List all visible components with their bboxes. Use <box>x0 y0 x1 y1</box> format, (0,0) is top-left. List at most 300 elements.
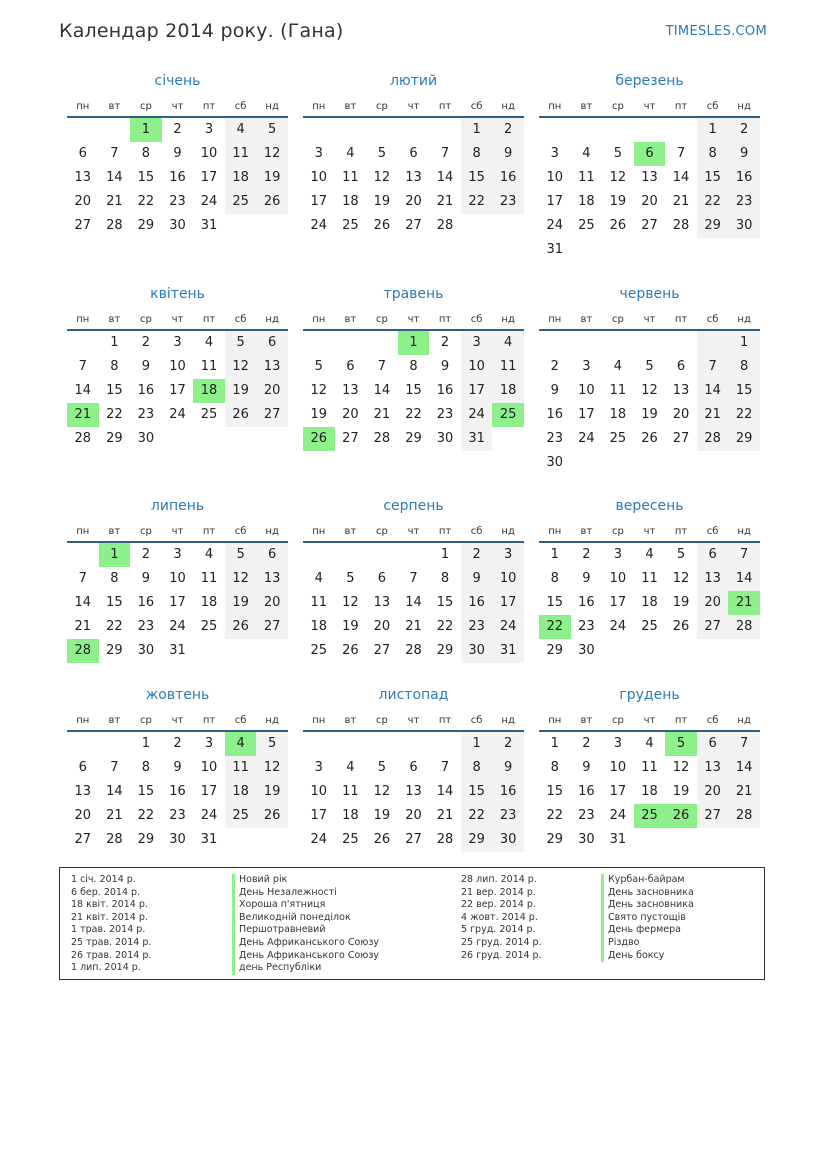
day-cell: 14 <box>436 170 454 185</box>
empty-cell <box>665 238 697 262</box>
day-cell: 26 <box>609 218 627 233</box>
day-cell: 5 <box>314 359 323 374</box>
day-cell: 22 <box>137 194 155 209</box>
holiday-legend <box>59 867 765 980</box>
day-cell: 20 <box>256 379 288 403</box>
day-cell: 16 <box>578 595 595 610</box>
weekday-header: вт <box>335 98 367 118</box>
empty-cell <box>492 214 524 238</box>
day-cell: 23 <box>492 190 524 214</box>
day-cell: 5 <box>377 760 387 775</box>
weekday-header: чт <box>398 712 430 732</box>
legend-date: 25 трав. 2014 р. <box>71 936 152 948</box>
weekday-header: пн <box>303 98 335 118</box>
day-cell: 26 <box>373 218 391 233</box>
weekday-header: пт <box>429 523 461 543</box>
weekday-header: пт <box>665 98 697 118</box>
day-cell: 17 <box>169 383 186 398</box>
empty-cell <box>461 214 493 238</box>
weekday-header: сб <box>697 523 729 543</box>
day-cell: 27 <box>405 218 422 233</box>
legend-date: 26 груд. 2014 р. <box>461 949 542 961</box>
day-cell: 9 <box>582 571 591 586</box>
empty-cell <box>697 451 729 475</box>
empty-cell <box>256 828 288 852</box>
day-cell: 15 <box>461 780 493 804</box>
weekday-header: пт <box>665 712 697 732</box>
legend-date: 26 трав. 2014 р. <box>71 949 152 961</box>
day-cell: 11 <box>492 355 524 379</box>
day-cell: 1 <box>728 331 760 355</box>
empty-cell <box>634 451 666 475</box>
weekday-header: пн <box>539 311 571 331</box>
day-cell: 29 <box>405 431 422 446</box>
weekday-header: чт <box>398 311 430 331</box>
day-cell: 30 <box>169 218 186 233</box>
day-cell: 31 <box>461 427 493 451</box>
day-cell: 23 <box>169 194 186 209</box>
day-cell: 10 <box>200 146 218 161</box>
day-cell: 4 <box>645 547 654 562</box>
month-days-grid <box>67 311 288 451</box>
day-cell: 20 <box>342 407 359 422</box>
day-cell: 21 <box>728 591 760 615</box>
day-cell: 28 <box>106 832 123 847</box>
day-cell: 5 <box>256 118 288 142</box>
month-name: листопад <box>378 687 449 703</box>
day-cell: 6 <box>697 732 729 756</box>
day-cell: 5 <box>346 571 355 586</box>
day-cell: 17 <box>200 170 218 185</box>
weekday-header: ср <box>366 712 398 732</box>
empty-cell <box>602 331 634 355</box>
empty-cell <box>303 732 335 756</box>
day-cell: 3 <box>550 146 559 161</box>
day-cell: 28 <box>436 218 454 233</box>
day-cell: 4 <box>582 146 591 161</box>
day-cell: 17 <box>546 194 564 209</box>
day-cell: 19 <box>310 407 328 422</box>
day-cell: 28 <box>106 218 123 233</box>
day-cell: 13 <box>641 170 658 185</box>
empty-cell <box>398 543 430 567</box>
day-cell: 3 <box>582 359 591 374</box>
weekday-header: ср <box>366 98 398 118</box>
weekday-header: вт <box>99 712 131 732</box>
legend-dates-left <box>71 874 151 975</box>
day-cell: 2 <box>141 547 151 562</box>
weekday-header: ср <box>130 523 162 543</box>
weekday-header: пт <box>193 311 225 331</box>
empty-cell <box>366 732 398 756</box>
day-cell: 21 <box>672 194 690 209</box>
day-cell: 12 <box>672 760 690 775</box>
day-cell: 17 <box>578 407 595 422</box>
day-cell: 7 <box>78 571 87 586</box>
day-cell: 2 <box>141 335 151 350</box>
day-cell: 27 <box>697 615 729 639</box>
day-cell: 27 <box>641 218 658 233</box>
weekday-header: вт <box>335 311 367 331</box>
empty-cell <box>602 451 634 475</box>
day-cell: 17 <box>609 595 627 610</box>
empty-cell <box>634 238 666 262</box>
day-cell: 12 <box>225 567 257 591</box>
day-cell: 6 <box>377 571 387 586</box>
weekday-header: вт <box>571 523 603 543</box>
day-cell: 23 <box>461 615 493 639</box>
page-title: Календар 2014 року. (Гана) <box>59 20 344 42</box>
day-cell: 30 <box>546 455 564 470</box>
day-cell: 17 <box>200 784 218 799</box>
month-days-grid <box>539 523 760 663</box>
weekday-header: чт <box>162 98 194 118</box>
weekday-header: чт <box>634 311 666 331</box>
empty-cell <box>225 214 257 238</box>
day-cell: 17 <box>609 784 627 799</box>
day-cell: 13 <box>697 756 729 780</box>
day-cell: 4 <box>492 331 524 355</box>
day-cell: 25 <box>342 832 359 847</box>
day-cell: 6 <box>634 142 666 166</box>
day-cell: 30 <box>578 643 595 658</box>
weekday-header: сб <box>697 712 729 732</box>
day-cell: 10 <box>310 784 328 799</box>
day-cell: 31 <box>200 218 218 233</box>
day-cell: 31 <box>609 832 627 847</box>
day-cell: 26 <box>225 403 257 427</box>
day-cell: 22 <box>539 615 571 639</box>
day-cell: 13 <box>342 383 359 398</box>
weekday-header: сб <box>461 98 493 118</box>
empty-cell <box>492 427 524 451</box>
month-days-grid <box>303 311 524 451</box>
day-cell: 25 <box>634 804 666 828</box>
day-cell: 20 <box>405 808 422 823</box>
empty-cell <box>99 732 131 756</box>
day-cell: 29 <box>728 427 760 451</box>
day-cell: 9 <box>550 383 559 398</box>
day-cell: 9 <box>728 142 760 166</box>
legend-holiday-name: День засновника <box>601 899 694 912</box>
day-cell: 25 <box>609 431 627 446</box>
legend-holiday-name: Першотравневий <box>232 924 379 937</box>
weekday-header: нд <box>728 311 760 331</box>
day-cell: 2 <box>173 122 182 137</box>
month-червень <box>539 286 760 475</box>
day-cell: 27 <box>74 832 92 847</box>
day-cell: 21 <box>106 194 123 209</box>
day-cell: 18 <box>578 194 595 209</box>
day-cell: 25 <box>225 804 257 828</box>
weekday-header: вт <box>99 523 131 543</box>
day-cell: 5 <box>645 359 654 374</box>
month-жовтень <box>67 687 288 852</box>
day-cell: 16 <box>169 170 186 185</box>
empty-cell <box>303 543 335 567</box>
day-cell: 21 <box>697 403 729 427</box>
weekday-header: чт <box>634 712 666 732</box>
weekday-header: нд <box>256 98 288 118</box>
day-cell: 10 <box>461 355 493 379</box>
day-cell: 7 <box>728 732 760 756</box>
month-name: вересень <box>615 498 684 514</box>
day-cell: 24 <box>310 832 328 847</box>
empty-cell <box>634 118 666 142</box>
day-cell: 28 <box>67 639 99 663</box>
day-cell: 21 <box>373 407 391 422</box>
weekday-header: сб <box>697 98 729 118</box>
empty-cell <box>366 331 398 355</box>
day-cell: 14 <box>373 383 391 398</box>
day-cell: 31 <box>492 639 524 663</box>
day-cell: 13 <box>405 784 422 799</box>
day-cell: 20 <box>373 619 391 634</box>
day-cell: 6 <box>78 146 87 161</box>
day-cell: 15 <box>137 170 155 185</box>
legend-holiday-name: День засновника <box>601 887 694 900</box>
empty-cell <box>398 118 430 142</box>
day-cell: 30 <box>728 214 760 238</box>
day-cell: 26 <box>225 615 257 639</box>
day-cell: 26 <box>665 804 697 828</box>
day-cell: 18 <box>641 784 658 799</box>
day-cell: 15 <box>106 595 123 610</box>
empty-cell <box>571 238 603 262</box>
weekday-header: ср <box>602 523 634 543</box>
day-cell: 9 <box>492 142 524 166</box>
day-cell: 23 <box>137 619 155 634</box>
day-cell: 13 <box>256 355 288 379</box>
day-cell: 15 <box>546 595 564 610</box>
day-cell: 10 <box>200 760 218 775</box>
day-cell: 14 <box>74 595 92 610</box>
day-cell: 9 <box>440 359 450 374</box>
day-cell: 23 <box>137 407 155 422</box>
day-cell: 14 <box>672 170 690 185</box>
day-cell: 16 <box>461 591 493 615</box>
day-cell: 24 <box>609 808 627 823</box>
legend-holiday-name: день Республіки <box>232 962 379 975</box>
day-cell: 4 <box>225 732 257 756</box>
day-cell: 15 <box>697 166 729 190</box>
day-cell: 8 <box>141 760 151 775</box>
weekday-header: пн <box>67 311 99 331</box>
empty-cell <box>335 118 367 142</box>
day-cell: 8 <box>697 142 729 166</box>
day-cell: 22 <box>405 407 422 422</box>
weekday-header: пн <box>67 98 99 118</box>
day-cell: 20 <box>641 194 658 209</box>
empty-cell <box>335 732 367 756</box>
month-days-grid <box>303 523 524 663</box>
day-cell: 14 <box>106 784 123 799</box>
day-cell: 28 <box>74 431 92 446</box>
day-cell: 26 <box>672 619 690 634</box>
weekday-header: нд <box>492 311 524 331</box>
day-cell: 8 <box>141 146 151 161</box>
legend-date: 28 лип. 2014 р. <box>461 874 537 885</box>
day-cell: 30 <box>137 643 155 658</box>
legend-date: 25 груд. 2014 р. <box>461 936 542 948</box>
day-cell: 6 <box>256 331 288 355</box>
day-cell: 11 <box>225 142 257 166</box>
day-cell: 13 <box>74 170 92 185</box>
day-cell: 19 <box>256 780 288 804</box>
weekday-header: чт <box>634 523 666 543</box>
day-cell: 12 <box>609 170 627 185</box>
day-cell: 18 <box>193 379 225 403</box>
day-cell: 24 <box>200 194 218 209</box>
day-cell: 1 <box>130 118 162 142</box>
day-cell: 29 <box>436 643 454 658</box>
day-cell: 13 <box>697 567 729 591</box>
empty-cell <box>398 732 430 756</box>
empty-cell <box>634 639 666 663</box>
legend-holiday-name: Хороша п'ятниця <box>232 899 379 912</box>
day-cell: 20 <box>74 808 92 823</box>
day-cell: 20 <box>256 591 288 615</box>
day-cell: 19 <box>672 784 690 799</box>
weekday-header: нд <box>728 98 760 118</box>
day-cell: 25 <box>200 407 218 422</box>
day-cell: 14 <box>728 567 760 591</box>
legend-date: 21 квіт. 2014 р. <box>71 911 148 923</box>
legend-date: 5 груд. 2014 р. <box>461 924 536 936</box>
weekday-header: пт <box>429 712 461 732</box>
day-cell: 27 <box>405 832 422 847</box>
weekday-header: нд <box>492 712 524 732</box>
day-cell: 20 <box>74 194 92 209</box>
day-cell: 18 <box>200 595 218 610</box>
day-cell: 3 <box>314 760 323 775</box>
day-cell: 6 <box>697 543 729 567</box>
day-cell: 16 <box>492 166 524 190</box>
day-cell: 21 <box>405 619 422 634</box>
day-cell: 22 <box>106 407 123 422</box>
month-name: жовтень <box>145 687 210 703</box>
day-cell: 7 <box>697 355 729 379</box>
day-cell: 30 <box>578 832 595 847</box>
empty-cell <box>602 639 634 663</box>
weekday-header: вт <box>571 712 603 732</box>
legend-date: 1 лип. 2014 р. <box>71 962 141 974</box>
empty-cell <box>634 828 666 852</box>
weekday-header: пт <box>665 311 697 331</box>
weekday-header: сб <box>461 311 493 331</box>
day-cell: 28 <box>405 643 422 658</box>
day-cell: 16 <box>578 784 595 799</box>
day-cell: 10 <box>578 383 595 398</box>
day-cell: 30 <box>461 639 493 663</box>
day-cell: 24 <box>546 218 564 233</box>
day-cell: 16 <box>137 595 155 610</box>
day-cell: 24 <box>169 619 186 634</box>
empty-cell <box>665 451 697 475</box>
legend-holiday-name: Різдво <box>601 937 694 950</box>
day-cell: 13 <box>256 567 288 591</box>
day-cell: 27 <box>256 403 288 427</box>
weekday-header: чт <box>162 311 194 331</box>
weekday-header: пт <box>429 311 461 331</box>
empty-cell <box>539 331 571 355</box>
day-cell: 24 <box>461 403 493 427</box>
weekday-header: пн <box>303 712 335 732</box>
empty-cell <box>335 331 367 355</box>
legend-holiday-name: День Незалежності <box>232 887 379 900</box>
weekday-header: вт <box>99 311 131 331</box>
month-вересень <box>539 498 760 663</box>
day-cell: 23 <box>578 808 595 823</box>
day-cell: 26 <box>641 431 658 446</box>
day-cell: 20 <box>405 194 422 209</box>
day-cell: 15 <box>546 784 564 799</box>
weekday-header: ср <box>130 712 162 732</box>
legend-date: 1 трав. 2014 р. <box>71 924 146 936</box>
empty-cell <box>303 331 335 355</box>
day-cell: 15 <box>106 383 123 398</box>
weekday-header: сб <box>225 712 257 732</box>
day-cell: 6 <box>256 543 288 567</box>
day-cell: 12 <box>373 170 391 185</box>
day-cell: 1 <box>461 732 493 756</box>
day-cell: 11 <box>641 571 658 586</box>
day-cell: 10 <box>609 571 627 586</box>
day-cell: 10 <box>169 571 186 586</box>
day-cell: 15 <box>728 379 760 403</box>
day-cell: 6 <box>409 146 418 161</box>
weekday-header: нд <box>256 523 288 543</box>
empty-cell <box>634 331 666 355</box>
day-cell: 14 <box>74 383 92 398</box>
day-cell: 12 <box>672 571 690 586</box>
day-cell: 27 <box>342 431 359 446</box>
month-квітень <box>67 286 288 451</box>
month-липень <box>67 498 288 663</box>
day-cell: 23 <box>436 407 454 422</box>
day-cell: 19 <box>672 595 690 610</box>
day-cell: 23 <box>169 808 186 823</box>
empty-cell <box>256 427 288 451</box>
day-cell: 11 <box>225 756 257 780</box>
day-cell: 9 <box>141 359 151 374</box>
day-cell: 28 <box>728 615 760 639</box>
day-cell: 2 <box>550 359 559 374</box>
weekday-header: пн <box>67 712 99 732</box>
day-cell: 13 <box>74 784 92 799</box>
weekday-header: вт <box>335 712 367 732</box>
day-cell: 13 <box>405 170 422 185</box>
day-cell: 4 <box>346 760 355 775</box>
day-cell: 22 <box>728 403 760 427</box>
month-name: травень <box>383 286 444 302</box>
day-cell: 7 <box>440 146 450 161</box>
day-cell: 15 <box>461 166 493 190</box>
empty-cell <box>665 828 697 852</box>
legend-names-left <box>232 874 379 975</box>
empty-cell <box>728 828 760 852</box>
day-cell: 12 <box>342 595 359 610</box>
day-cell: 17 <box>461 379 493 403</box>
day-cell: 14 <box>728 756 760 780</box>
empty-cell <box>303 118 335 142</box>
month-лютий <box>303 73 524 238</box>
day-cell: 25 <box>225 190 257 214</box>
day-cell: 21 <box>436 194 454 209</box>
empty-cell <box>225 427 257 451</box>
brand-link[interactable]: TIMESLES.COM <box>665 24 767 39</box>
day-cell: 16 <box>137 383 155 398</box>
